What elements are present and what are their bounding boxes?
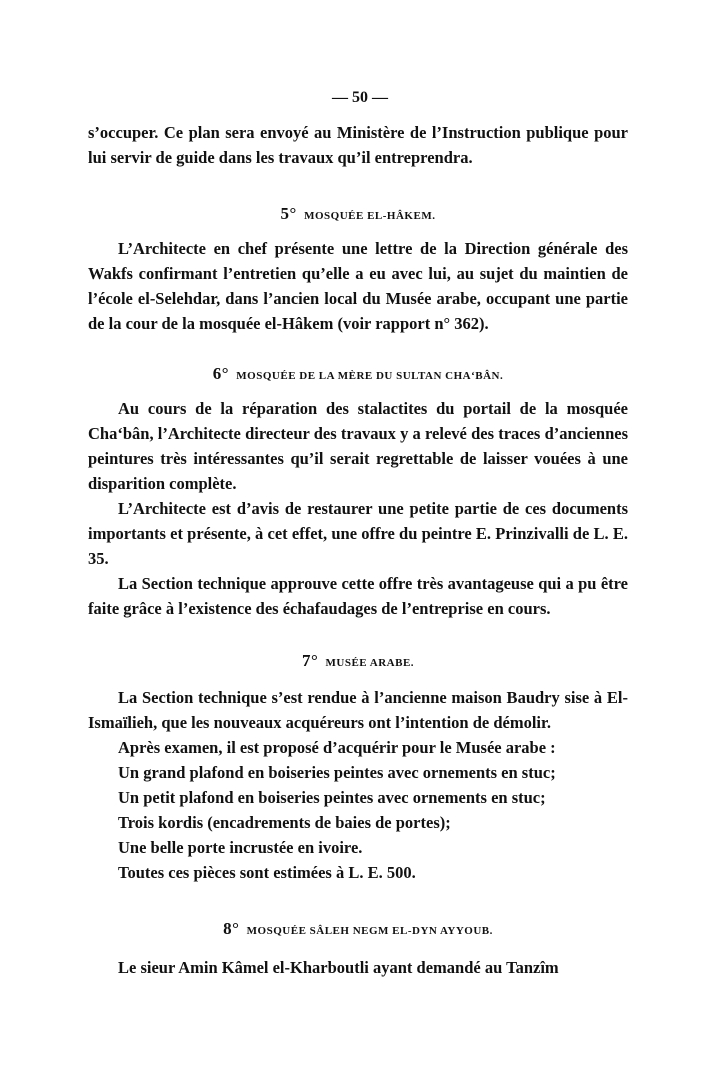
section-number: 7° — [301, 651, 319, 670]
section-title: MOSQUÉE SÂLEH NEGM EL-DYN AYYOUB. — [246, 925, 493, 937]
section-5-paragraph: L’Architecte en chef présente une lettre de la Direction générale des Wakfs confirmant l’entretien qu’elle a eu avec lui, au sujet du maintien de l’école el-Selehdar, dans l’ancien local du Musée arabe, occupant une partie de la cour de la mosquée el-Hâkem (voir rapport n° 362). — [88, 239, 628, 333]
section-heading-6 — [88, 364, 628, 384]
intro-paragraph: s’occuper. Ce plan sera envoyé au Ministère de l’Instruction publique pour lui servir de guide dans les travaux qu’il entreprendra. — [88, 123, 628, 167]
section-7-paragraph-1: La Section technique s’est rendue à l’ancienne maison Baudry sise à El-Ismaïlieh, que les nouveaux acquéreurs ont l’intention de démolir. — [88, 688, 628, 732]
section-number: 8° — [223, 919, 240, 938]
section-number: 6° — [212, 364, 230, 383]
section-6-paragraph-3: La Section technique approuve cette offre très avantageuse qui a pu être faite grâce à l’existence des échafaudages de l’entreprise en cours. — [88, 574, 628, 618]
section-heading-5 — [88, 204, 628, 224]
section-heading-7 — [88, 651, 628, 671]
page-body — [88, 120, 628, 980]
section-title: MOSQUÉE DE LA MÈRE DU SULTAN CHA‘BÂN. — [236, 370, 504, 382]
list-item: Toutes ces pièces sont estimées à L. E. 500. — [118, 863, 416, 882]
list-item: Trois kordis (encadrements de baies de portes); — [118, 813, 451, 832]
list-item: Un petit plafond en boiseries peintes avec ornements en stuc; — [118, 788, 546, 807]
section-7-paragraph-2: Après examen, il est proposé d’acquérir pour le Musée arabe : — [118, 738, 556, 757]
section-number: 5° — [280, 204, 297, 223]
section-6-paragraph-2: L’Architecte est d’avis de restaurer une petite partie de ces documents importants et présente, à cet effet, une offre du peintre E. Prinzivalli de L. E. 35. — [88, 499, 628, 568]
section-title: MUSÉE ARABE. — [325, 657, 415, 669]
section-title: MOSQUÉE EL-HÂKEM. — [304, 210, 436, 222]
section-heading-8 — [88, 919, 628, 939]
section-6-paragraph-1: Au cours de la réparation des stalactites du portail de la mosquée Cha‘bân, l’Architecte directeur des travaux y a relevé des traces d’anciennes peintures très intéressantes qu’il serait regrettable de laisser vouées à une disparition complète. — [88, 399, 628, 493]
list-item: Une belle porte incrustée en ivoire. — [118, 838, 363, 857]
list-item: Un grand plafond en boiseries peintes avec ornements en stuc; — [118, 763, 556, 782]
page-number: — 50 — — [332, 89, 388, 106]
section-8-paragraph: Le sieur Amin Kâmel el-Kharboutli ayant demandé au Tanzîm — [118, 958, 559, 977]
